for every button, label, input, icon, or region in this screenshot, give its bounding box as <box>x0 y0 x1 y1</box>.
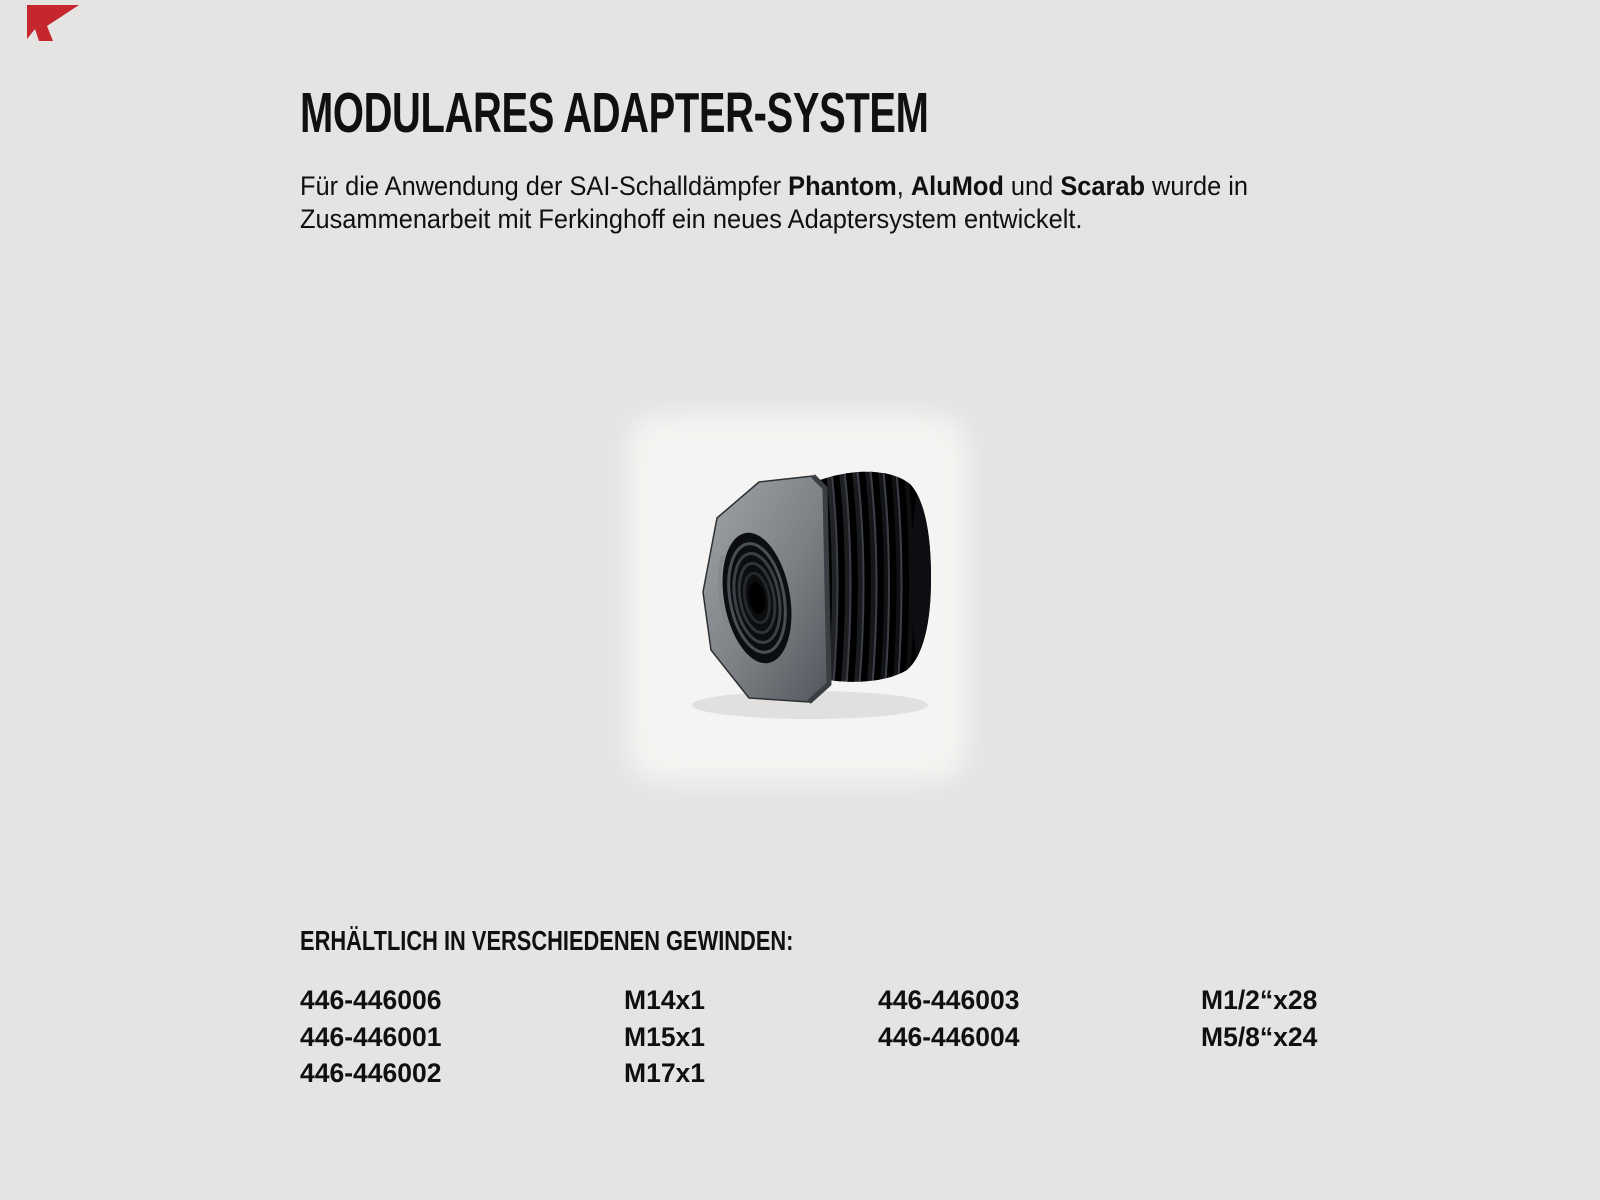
part-number: 446-446004 <box>878 1021 1020 1052</box>
page-title: MODULARES ADAPTER-SYSTEM <box>300 81 929 145</box>
part-number: 446-446001 <box>300 1021 442 1052</box>
product-photo <box>605 400 985 800</box>
threads-table <box>300 982 1421 1092</box>
intro-text: und <box>1003 171 1061 201</box>
product-name-scarab: Scarab <box>1060 171 1146 201</box>
part-number: 446-446006 <box>300 985 442 1015</box>
intro-text: , <box>896 171 911 201</box>
empty-cell <box>878 1055 1201 1092</box>
empty-cell <box>1201 1055 1421 1092</box>
product-name-alumod: AluMod <box>910 171 1004 201</box>
intro-text: wurde in Zusammenarbeit mit Ferkinghoff ein neues Adaptersystem entwickelt. <box>300 171 1248 234</box>
thread-size: M1/2“x28 <box>1201 985 1318 1015</box>
thread-size: M5/8“x24 <box>1201 1021 1318 1052</box>
thread-size: M15x1 <box>624 1021 706 1052</box>
product-name-phantom: Phantom <box>788 171 897 201</box>
part-number: 446-446002 <box>300 1058 442 1088</box>
thread-size: M14x1 <box>624 985 706 1015</box>
intro-paragraph <box>300 170 1296 235</box>
threads-heading: ERHÄLTLICH IN VERSCHIEDENEN GEWINDEN: <box>300 925 794 956</box>
thread-adapter-image <box>605 400 985 800</box>
thread-size: M17x1 <box>624 1058 706 1088</box>
corner-marker-icon <box>27 5 85 45</box>
intro-text: Für die Anwendung der SAI-Schalldämpfer <box>300 171 789 201</box>
part-number: 446-446003 <box>878 985 1020 1015</box>
